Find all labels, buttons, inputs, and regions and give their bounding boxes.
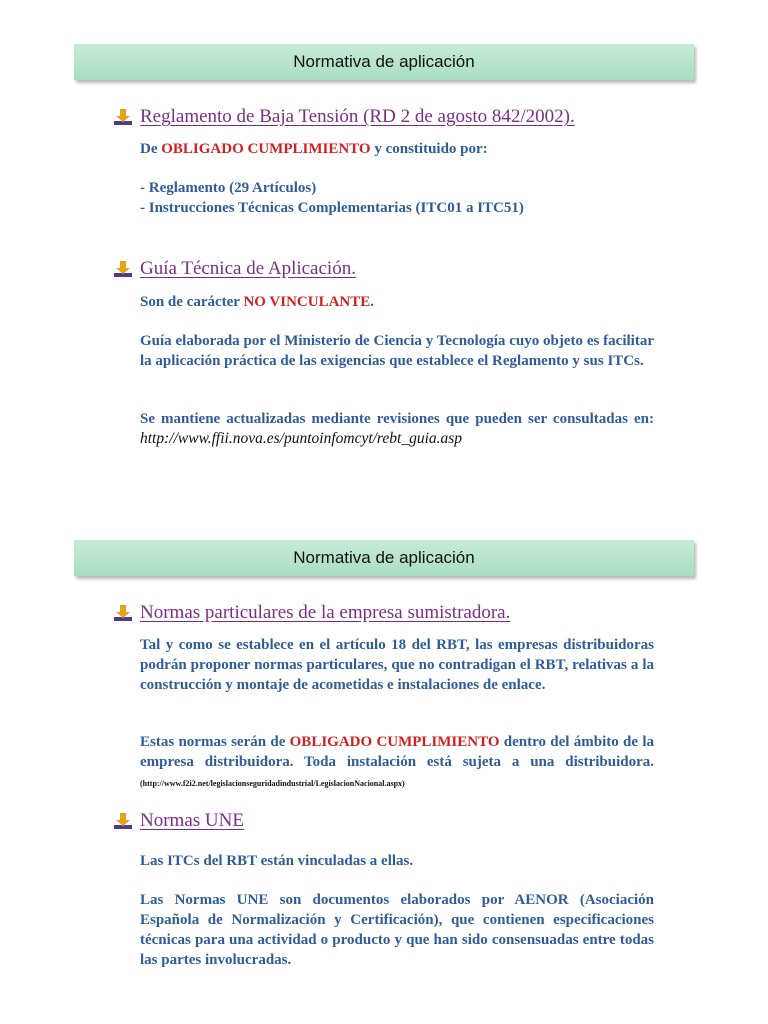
paragraph: Tal y como se establece en el artículo 18 del RBT, las empresas distribuidoras podrán proponer normas particulares, que no contradigan el RBT, relativas a la construcción y montaje de acometidas e instalaciones de enlace. [140, 637, 654, 693]
paragraph: De OBLIGADO CUMPLIMIENTO y constituido por: [140, 141, 488, 157]
heading-text: Guía Técnica de Aplicación. [140, 258, 356, 279]
paragraph: Las Normas UNE son documentos elaborados por AENOR (Asociación Española de Normalización y Certificación), que contienen especificaciones técnicas para una actividad o producto y que han sido consensuadas entre todas las partes involucradas. [140, 892, 654, 968]
reference-url: (http://www.f2i2.net/legislacionseguridadindustrial/LegislacionNacional.aspx) [140, 779, 405, 788]
highlight-text: OBLIGADO CUMPLIMIENTO [161, 141, 371, 157]
arrow-bullet-icon [112, 603, 134, 623]
paragraph: Son de carácter NO VINCULANTE. [140, 294, 375, 310]
banner-title: Normativa de aplicación [293, 548, 475, 567]
heading-normas-particulares [112, 602, 510, 624]
heading-normas-une [112, 810, 244, 832]
heading-text: Normas UNE [140, 810, 244, 831]
section-banner [74, 44, 694, 80]
arrow-bullet-icon [112, 107, 134, 127]
arrow-bullet-icon [112, 259, 134, 279]
arrow-bullet-icon [112, 811, 134, 831]
section-banner [74, 540, 694, 576]
highlight-text: NO VINCULANTE [243, 294, 371, 310]
reference-url: http://www.ffii.nova.es/puntoinfomcyt/rebt_guia.asp [140, 430, 463, 447]
paragraph: Guía elaborada por el Ministerio de Ciencia y Tecnología cuyo objeto es facilitar la aplicación práctica de las exigencias que establece el Reglamento y sus ITCs. [140, 333, 654, 369]
heading-guia [112, 258, 356, 280]
list-item: - Instrucciones Técnicas Complementarias (ITC01 a ITC51) [140, 200, 524, 216]
heading-text: Reglamento de Baja Tensión (RD 2 de agosto 842/2002). [140, 106, 575, 127]
list-item: - Reglamento (29 Artículos) [140, 180, 317, 196]
paragraph: Las ITCs del RBT están vinculadas a ellas. [140, 853, 414, 869]
paragraph: Estas normas serán de OBLIGADO CUMPLIMIENTO dentro del ámbito de la empresa distribuidora. Toda instalación está sujeta a una distribuidora. (http://www.f2i2.net/legislacionseguridadindustrial/LegislacionNacional.aspx) [140, 734, 654, 788]
heading-text: Normas particulares de la empresa sumistradora. [140, 602, 511, 623]
heading-reglamento [112, 106, 575, 128]
highlight-text: OBLIGADO CUMPLIMIENTO [289, 734, 500, 750]
banner-title: Normativa de aplicación [293, 52, 475, 71]
paragraph: Se mantiene actualizadas mediante revisiones que pueden ser consultadas en: http://www.ffii.nova.es/puntoinfomcyt/rebt_guia.asp [140, 411, 654, 447]
